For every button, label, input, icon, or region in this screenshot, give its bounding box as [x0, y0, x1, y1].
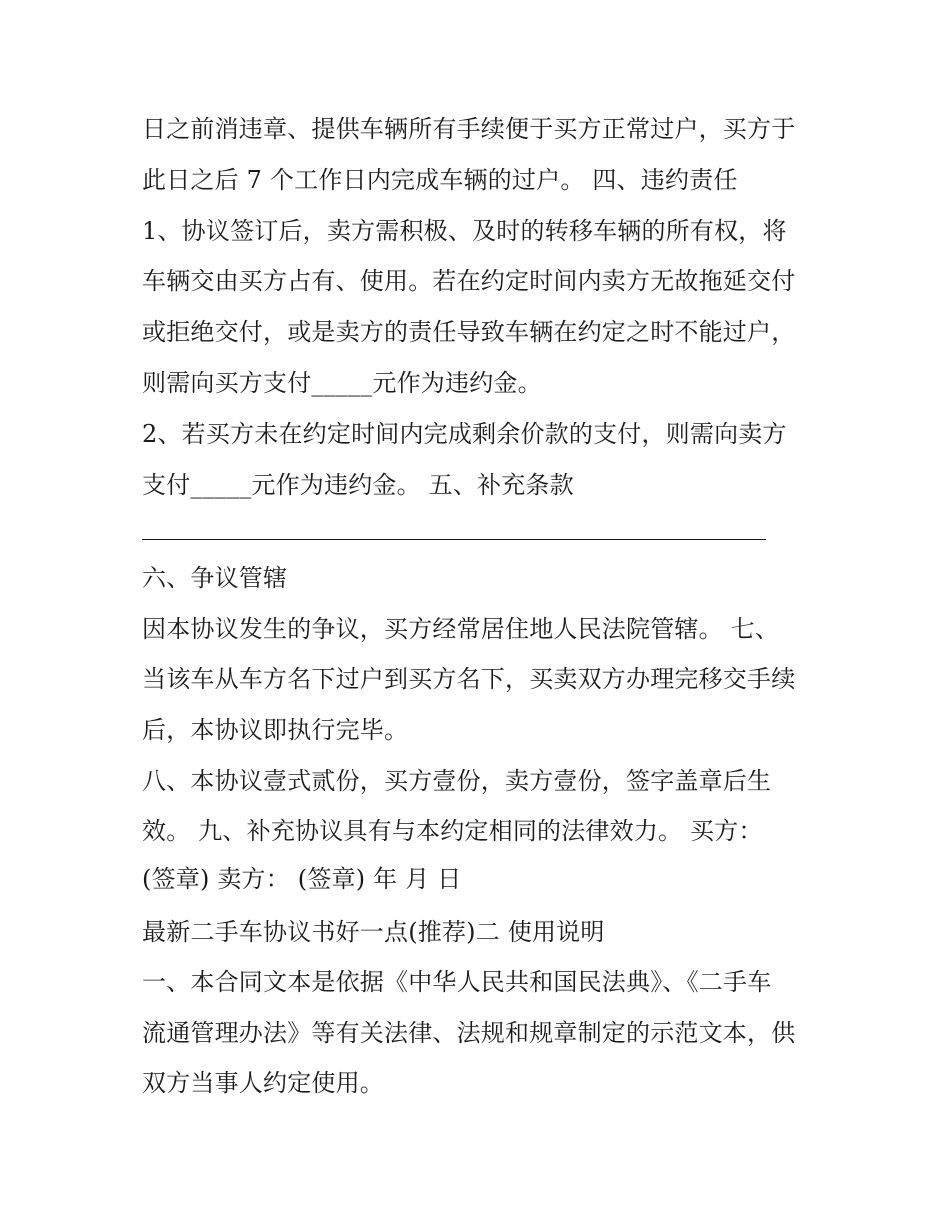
signature-line: (签章) 卖方： (签章) 年 月 日 — [142, 865, 462, 893]
text-line: 一、本合同文本是依据《中华人民共和国民法典》、《二手车 — [142, 968, 772, 996]
text-line: 车辆交由买方占有、使用。若在约定时间内卖方无故拖延交付 — [142, 267, 796, 295]
text-line: 效。 九、补充协议具有与本约定相同的法律效力。 买方： — [142, 817, 763, 845]
fill-in-blank-line — [142, 539, 766, 540]
text-line: 当该车从车方名下过户到买方名下，买卖双方办理完移交手续 — [142, 665, 796, 693]
text-line: 双方当事人约定使用。 — [142, 1069, 384, 1097]
text-line: 后，本协议即执行完毕。 — [142, 716, 409, 744]
text-line: 流通管理办法》等有关法律、法规和规章制定的示范文本，供 — [142, 1019, 796, 1047]
text-line: 1、协议签订后，卖方需积极、及时的转移车辆的所有权，将 — [142, 217, 787, 245]
text-line: 支付_____元作为违约金。 五、补充条款 — [142, 471, 574, 499]
text-line: 因本协议发生的争议，买方经常居住地人民法院管辖。 七、 — [142, 615, 780, 643]
text-line: 八、本协议壹式贰份，买方壹份，卖方壹份，签字盖章后生 — [142, 767, 772, 795]
text-line: 2、若买方未在约定时间内完成剩余价款的支付，则需向卖方 — [142, 420, 787, 448]
text-line: 此日之后 7 个工作日内完成车辆的过户。 四、违约责任 — [142, 166, 738, 194]
text-line: 或拒绝交付，或是卖方的责任导致车辆在约定之时不能过户， — [142, 318, 796, 346]
section-heading: 六、争议管辖 — [142, 564, 288, 592]
text-line: 日之前消违章、提供车辆所有手续便于买方正常过户，买方于 — [142, 115, 796, 143]
text-line: 则需向买方支付_____元作为违约金。 — [142, 369, 542, 397]
document-subtitle: 最新二手车协议书好一点(推荐)二 使用说明 — [142, 918, 605, 946]
